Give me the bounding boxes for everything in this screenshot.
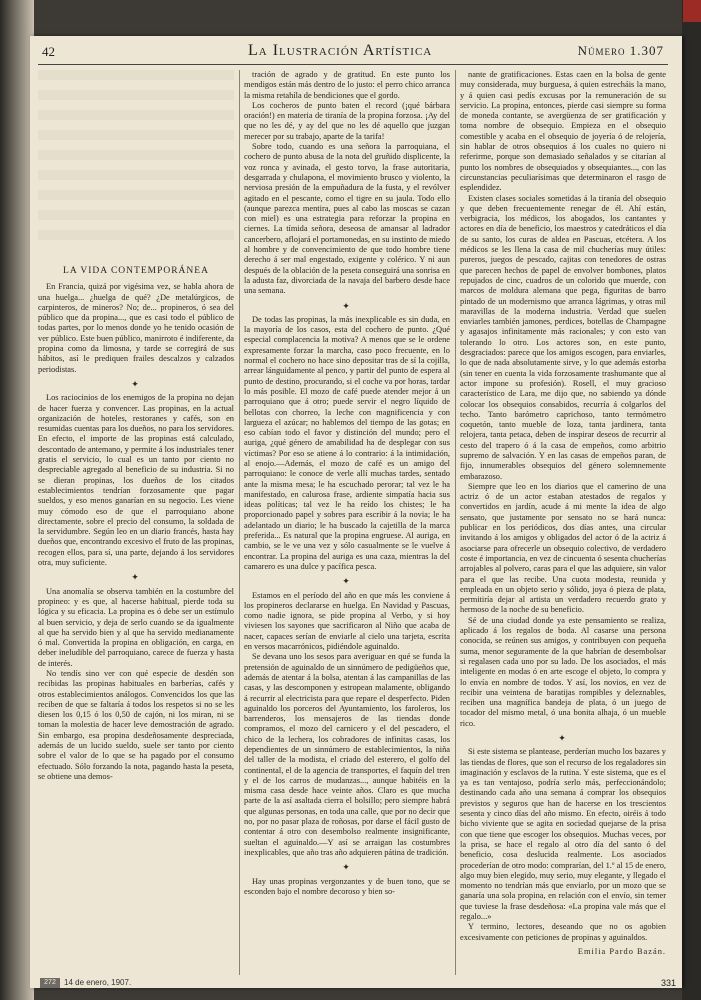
author-signature: Emilia Pardo Bazán. [577,946,666,956]
paragraph: Siempre que leo en los diarios que el camerino de una actriz ó de un actor estaban atestados de regalos y convertidos en jardín, acude á mi mente la idea de algo sensato, que justamente por sensato no se hará nunca: publicar en los periódicos, dos días antes, una circular invitando á los amigos y obligados del actor ó de la actriz á asociarse para ofrecerle un obsequio colectivo, de verdadero coste é importancia, en vez de cincuenta ó sesenta chucherías arrojables al polvero, caras para el que las adquiere, sin valor para el que las recibe. Una cuota modesta, reunida y empleada en un objeto serio y sólido, joya ó pieza de plata, permitiría dejar al artista un verdadero recuerdo grato y hermoso de la noche de su beneficio. [460,481,666,615]
running-header [38,42,668,62]
column-divider [455,70,456,975]
column-2 [244,70,450,897]
paragraph: Estamos en el período del año en que más les conviene á los propineros declararse en huelga. En Navidad y Pascuas, como nadie ignora, se pide propina al Verbo, y si hoy viviesen los sayones que sacrificaron al Niño que acaba de nacer, capaces serían de enviarle al cielo una tarjeta, escrita en versos macarrónicos, pidiéndole aguinaldo. [244,590,450,652]
publication-title: La Ilustración Artística [248,42,433,59]
page [30,36,682,988]
paragraph: Los cocheros de punto baten el record (¡qué bárbara oración!) en materia de tiranía de la propina forzosa. ¡Ay del que no les dé, y ay del que no les dé aquello que juzgan merecer por su trabajo, aparte de la tarifa! [244,100,450,141]
paragraph: No tendís sino ver con qué especie de desdén son recibidas las propinas habituales en barberías, cafés y otros establecimientos análogos. Convencidos los que las reciben de que se faltaría á todos los respetos si no se les diesen los 0,15 ó los 0,50 de cajón, ni los miran, ni se toman la molestia de hacer leve demostración de agrado. Sin embargo, esa propina desdeñosamente despreciada, además de un lucido sueldo, suele ser tanto por ciento sobre el valor de lo que se ha pagado por el consumo efectuado. Sólo forzando la nota, pagando hasta la peseta, se obtiene una demos- [38,668,234,781]
column-divider [239,70,240,975]
footer-badge: 272 [40,978,60,988]
ornament: ✦ [342,576,352,587]
paragraph: Hay unas propinas vergonzantes y de buen tono, que se esconden bajo el nombre decoroso y bien so- [244,876,450,896]
paragraph: De todas las propinas, la más inexplicable es sin duda, en la mayoría de los casos, esta del cochero de punto. ¿Qué especial complacencia la motiva? A menos que se le ordene expresamente forzar la marcha, caso poco frecuente, en lo normal el cochero no hace sino depositar tras de sí la cojilla, arrear lánguidamente al penco, y partir del punto de espera al punto de destino, procurando, si el coche va por horas, tardar lo más posible. El mozo de café puede atender mejor á un parroquiano que á otro; puede servir el negro líquido de bellotas con chorreo, la leche con magnificencia y con largueza el azúcar; no hablemos del tiempo de las gotas; en eso cabían todo el favor y distinción del mundo; pero el auriga, ¿qué género de amabilidad ha de desplegar con sus víctimas? Por eso se atiene á lo contrario: á la intimidación, al enojo.—Además, el mozo de café es un amigo del parroquiano: le conoce de verle allí muchas tardes, sentado ante la misma mesa; le ha escuchado perorar; tal vez le ha manifestado, en calurosa frase, ardiente simpatía hacia sus ideas políticas; tal vez le ha reído los chistes; le ha proporcionado papel y sobres para escribir á la novia; le ha adelantado un diario; le ha buscado la cajetilla de la marca preferida... Es natural que la propina engruese. Al auriga, en cambio, se le ve una vez y sólo casualmente se le vuelve á encontrar. La propina del auriga es una caza, mientras la del camarero es una dulce y pacífica pesca. [244,314,450,571]
paragraph: Los raciocinios de los enemigos de la propina no dejan de hacer fuerza y convencer. Las propinas, en la actual organización de hoteles, restoranes y cafés, son en resumidas cuentas para los dueños, no para los servidores. En efecto, el importe de las propinas está calculado, descontado de antemano, y permite á los industriales tener gratis el servicio, lo cual es un tanto por ciento no despreciable agregado al beneficio de su industria. Si no se dieran propinas, los dueños de los citados establecimientos tendrían forzosamente que pagar sueldos, y eso menos ganarían en su negocio. Les viene muy cómodo eso de que el parroquiano abone directamente, sobre el precio del consumo, la soldada de la servidumbre. Según leo en un diario francés, hasta hay dueños que, encontrando excesivo el fruto de las propinas, recogen ellos, para sí, una parte, dejando á los servidores otra, muy suficiente. [38,393,234,568]
footer-date: 14 de enero, 1907. [64,978,132,987]
ornament: ✦ [342,862,352,873]
paragraph: nante de gratificaciones. Estas caen en la bolsa de gente muy considerada, muy burguesa, á quien estrecháis la mano, y á quien casi pedís excusas por la remuneración de su servicio. La propina, entonces, pierde casi siempre su forma de moneda contante, se avergüenza de ser gratificación y toma nombre de obsequio. Empieza en el obsequio comestible y acaba en el obsequio de joyería ó de relojería, sin hablar de otros obsequios á los cuales no quiero ni referirme, porque son demasiado señalados y se citarían al punto los nombres de obsequiados y obsequiantes..., con las circunstancias peculiarísimas que determinaron el rasgo de esplendidez. [460,70,666,193]
page-number: 42 [42,44,55,59]
ornament: ✦ [131,378,141,389]
scan-edge-right [682,0,701,1000]
ornament: ✦ [131,572,141,583]
ornament: ✦ [558,733,568,743]
paragraph: tración de agrado y de gratitud. En este punto los mendigos están más dentro de lo justo: el perro chico arranca la misma retahíla de bendiciones que el gordo. [244,70,450,100]
ornament: ✦ [342,300,352,311]
scan-footer [30,978,682,990]
bookmark-tab [683,0,701,22]
bleed-through-area [38,70,234,250]
paragraph: Una anomalía se observa también en la costumbre del propineo: y es que, al hacerse habitual, pierde toda su lógica y su eficacia. La propina es ó debe ser un estímulo al buen servicio, y deja de serlo cuando se da igualmente al que ha servido bien y al que ha servido medianamente ó mal. Convertida la propina en obligación, en carga, en deber ineludible del parroquiano, carece de fuerza y hasta de interés. [38,586,234,668]
section-title: LA VIDA CONTEMPORÁNEA [63,266,209,276]
sheet-number: 331 [660,978,676,988]
issue-number: Número 1.307 [577,43,664,58]
paragraph: Si este sistema se plantease, perderían mucho los bazares y las tiendas de flores, que son el recurso de los regaladores sin imaginación y esclavos de la rutina. Y este sistema, que es el ya es tan ventajoso, podría serlo más, perfeccionándolo; destinando cada año una semana á comprar los obsequios previstos y seguros que han de hacerse en los trescientos sesenta y cinco días del año mismo. En efecto, oiréis á todo bicho viviente que se agita en sociedad quejarse de la prisa con que tiene que escoger los obsequios. Muchas veces, por la prisa, se hace el regalo al otro día del santo ó del beneficio, cosa deslucida realmente. Los asociados procederían de otro modo: comprarían, del 1.º al 15 de enero, algo muy bien elegido, muy serio, muy elegante, y llegado el momento no tendrían más que enviarlo, por un mozo que se ganaría una sola propina, en relación con el envío, sin temer que tuviese la frase desdeñosa: «La propina vale más que el regalo...» [460,747,666,922]
header-rule [38,64,668,65]
paragraph: Y termino, lectores, deseando que no os agobien excesivamente con peticiones de propinas y aguinaldos. [460,922,666,942]
scan-edge-left [0,0,34,1000]
column-1 [38,266,234,782]
paragraph: Se devana uno los sesos para averiguar en qué se funda la pretensión de aguinaldo de un sinnúmero de pedigüeños que, además de atentar á la bolsa, atentan á las campanillas de las casas, y las descomponen y estropean malamente, obligando á recurrir al electricista para que repare el desperfecto. Piden aguinaldo los porceros del Ayuntamiento, los faroleros, los barrenderos, los mensajeros de las tiendas donde compramos, el mozo del carnicero y el del pescadero, el chico de la lechera, los cobradores de infinitas casas, los dependientes de un sinnúmero de establecimientos, la niña del taller de la modista, el criado del esterero, el golfo del continental, el de la agencia de transportes, el faquín del tren y el de los carros de mudanzas..., aunque habitéis en la misma casa desde hace veinte años. Claro es que mucha parte de la así asaltada cierra el bolsillo; pero siempre habrá que algunas personas, en toda una calle, que por no decir que no, por no pasar plaza de roñosas, por darse el fácil gusto de contentar á otro con desembolso realmente insignificante, sueltan el aguinaldo.—Y así se arraigan las costumbres inexplicables, que año tras año adquieren pátina de tradición. [244,652,450,857]
paragraph: Existen clases sociales sometidas á la tiranía del obsequio y que deben frecuentemente renegar de él. Ahí están, verbigracia, los médicos, los abogados, los cantantes y actores en día de beneficio, los maestros y catedráticos el día de su santo, los curas de aldea en Pascuas, etcétera. A los médicos se les llena la casa de mil chucherías muy útiles: pureros, juegos de pescado, cajitas con tenedores de ostras que parecen hechos de papel de envolver bombones, platos repujados de cinc, cuadros de un colorido que muerde, con marcos de moldura alemana que pega, figuritas de barro pintado de un modernismo que arranca lágrimas, y otras mil maravillas de la moderna industria. Verdad que suelen enviarles también jamones, perdices, botellas de Champagne y agasajos infinitamente más racionales; y con esto van tolerando lo otro. Los actores son, en este punto, desgraciados: parece que los amigos escogen, para enviarles, lo que de nada absolutamente sirve, y lo que además estorba (sin tener en cuenta la vida forzosamente trashumante que al actor impone su profesión). Rosell, el muy gracioso característico de Lara, me dijo que, no sabiendo ya dónde colocar los obsequios consabidos, recurría á colgarlos del techo. Tanto barómetro caprichoso, tanto termómetro coquetón, tanto mueble de loza, tanta jardinera, tanta relojera, tanta petaca, deben de inspirar deseos de recurrir al cesto del trapero ó á la casa de empeños, como arbitrio supremo de salvación. Y en las casas de empeños paran, de fijo, innumerables obsequios del género solemnemente embarazoso. [460,193,666,481]
column-3 [460,70,666,957]
paragraph: Sobre todo, cuando es una señora la parroquiana, el cochero de punto abusa de la nota del gruñido displicente, la voz ronca y avinada, el gesto torvo, la frase autoritaria, desgarrada y chulapona, el movimiento brusco y violento, la nerviosa presión de la empuñadura de la fusta, y el revólver agitado en el pescante, como el tigre en su jaula. Todo ello (aunque parezca mentira, pues al cabo las moscas se cazan con miel) es una estrategia para reforzar la propina en ciernes. La tímida señora, deseosa de amansar al ladrador cancerbero, aflojará el portamonedas, en su instinto de miedo al hombre y de convencimiento de que todo hombre tiene derecho á ser mal engestado, exigente y colérico. Y ni aun después de la oblación de la peseta conseguirá una sonrisa en la adusta faz, divorciada de la navaja del barbero desde hace una semana. [244,142,450,296]
paragraph: Sé de una ciudad donde ya este pensamiento se realiza, aplicado á los regalos de boda. Al casarse una persona conocida, se reúnen sus amigos, y contribuyen con pequeña suma, menor seguramente de la que habrían de desembolsar si regalasen cada uno por su lado. De los asociados, el más inteligente en modas ó en arte escoge el objeto, lo compra y lo envía en nombre de todos. Y así, los novios, en vez de recibir una veintena de baratijas rompibles y deleznables, reciben una magnífica bandeja de plata, ó un juego de tocador del mismo metal, ó una bonita alhaja, ó un mueble rico. [460,615,666,728]
paragraph: En Francia, quizá por vigésima vez, se habla ahora de una huelga... ¿huelga de qué? ¿De metalúrgicos, de carpinteros, de mineros? No; de... propineros, ó sea del público que da propina..., que es casi todo el público de todas partes, por lo menos donde yo he tenido ocasión de ver público. Este buen público, manirroto é indiferente, da propina como da limosna, y tarde se corregirá de sus hábitos, así le prediquen frailes descalzos y calzados periodistas. [38,282,234,374]
